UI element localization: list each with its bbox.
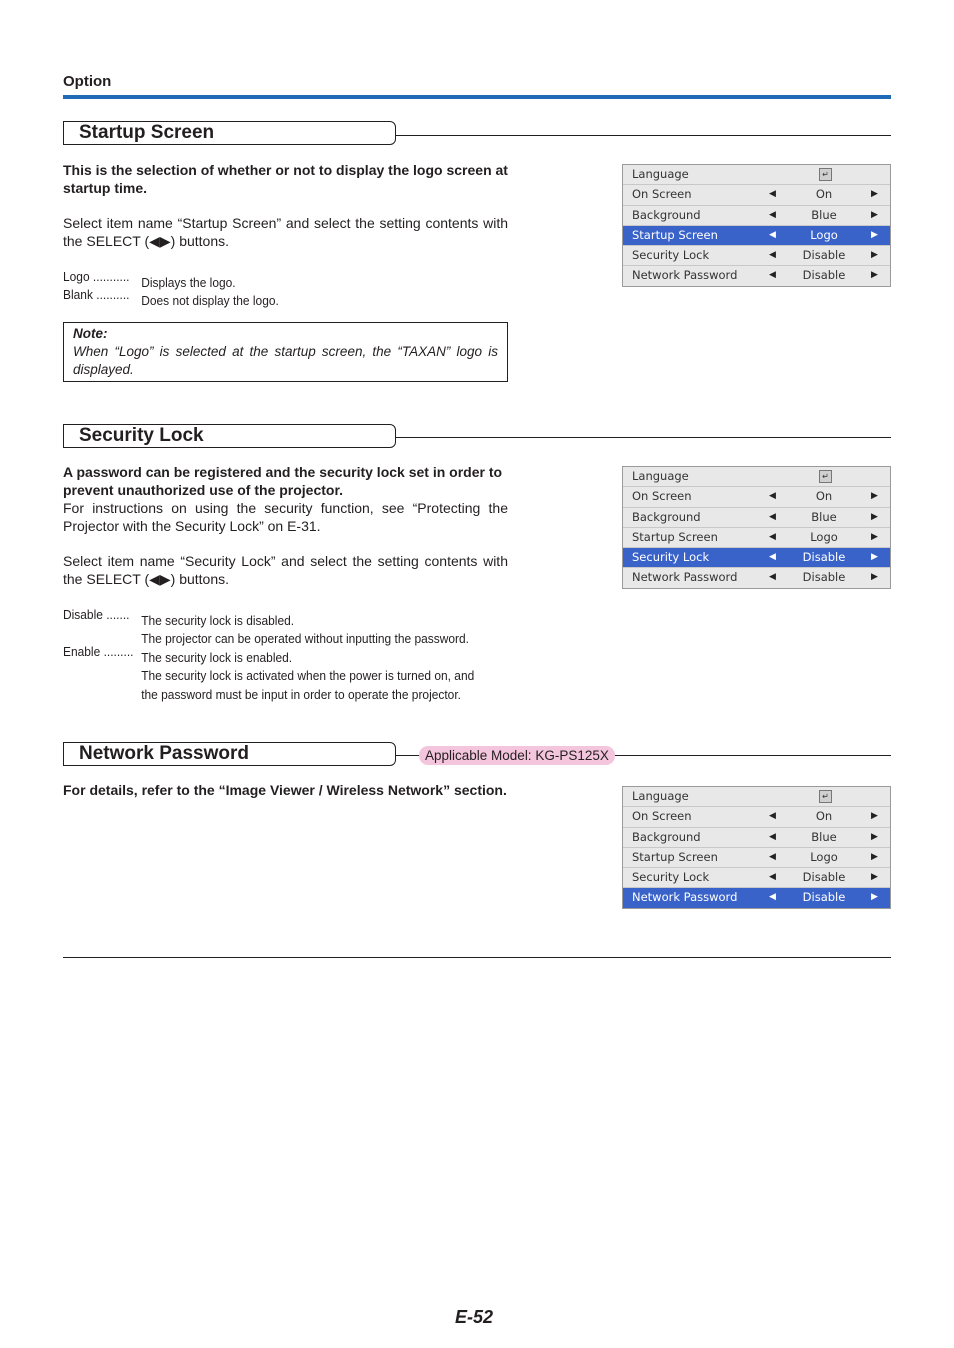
menu-row-startup-screen: [623, 528, 890, 548]
menu-label: Language: [632, 469, 689, 483]
left-arrow-icon: ◀: [769, 531, 776, 542]
security-heading-box: [63, 424, 396, 448]
menu-value: Disable: [802, 570, 846, 585]
menu-row-on-screen: [623, 807, 890, 827]
option-desc: The security lock is activated when the power is turned on, and: [141, 668, 475, 683]
menu-value: On: [815, 489, 833, 504]
left-arrow-icon: ◀: [769, 229, 776, 240]
network-heading-box: [63, 742, 396, 766]
applicable-model-badge: Applicable Model: KG-PS125X: [419, 746, 615, 765]
osd-menu-startup: [622, 164, 891, 287]
option-desc: The security lock is enabled.: [141, 649, 293, 665]
menu-row-background: [623, 828, 890, 848]
menu-label: Language: [632, 167, 689, 181]
menu-row-network-password: [623, 568, 890, 587]
menu-row-network-password: [623, 266, 890, 285]
osd-menu-network: [622, 786, 891, 909]
right-arrow-icon: ▶: [871, 572, 878, 583]
menu-row-security-lock: [623, 246, 890, 266]
menu-row-language: [623, 165, 890, 185]
menu-label: Background: [632, 207, 701, 222]
right-arrow-icon: ▶: [871, 892, 878, 903]
right-arrow-icon: ▶: [871, 831, 878, 842]
menu-label: Network Password: [632, 570, 738, 585]
right-arrow-icon: ▶: [871, 872, 878, 883]
startup-instruction: Select item name “Startup Screen” and select the setting contents with the SELECT (◀▶) buttons.: [63, 215, 508, 249]
option-desc: The security lock is disabled.: [141, 612, 295, 628]
menu-label: On Screen: [632, 489, 692, 504]
right-arrow-icon: ▶: [871, 811, 878, 822]
menu-label: Startup Screen: [632, 529, 718, 544]
menu-label: Language: [632, 789, 689, 803]
note-text: When “Logo” is selected at the startup screen, the “TAXAN” logo is displayed.: [73, 344, 498, 377]
menu-row-security-lock: [623, 548, 890, 568]
option-key: Disable .......: [63, 607, 130, 622]
left-arrow-icon: ◀: [769, 811, 776, 822]
footer-rule: [63, 957, 891, 958]
option-desc: Displays the logo.: [141, 274, 236, 290]
menu-value: Disable: [802, 550, 846, 565]
menu-row-startup-screen: [623, 226, 890, 246]
left-arrow-icon: ◀: [769, 831, 776, 842]
security-para: For instructions on using the security function, see “Protecting the Projector with the Security Lock” on E-31.: [63, 500, 508, 534]
menu-label: Security Lock: [632, 248, 710, 263]
right-arrow-icon: ▶: [871, 189, 878, 200]
left-arrow-icon: ◀: [769, 511, 776, 522]
menu-row-security-lock: [623, 868, 890, 888]
right-arrow-icon: ▶: [871, 229, 878, 240]
menu-row-network-password: [623, 888, 890, 907]
security-instruction: Select item name “Security Lock” and select the setting contents with the SELECT (◀▶) buttons.: [63, 553, 508, 587]
menu-value: Disable: [802, 268, 846, 283]
menu-value: On: [815, 187, 833, 202]
option-key: Logo ...........: [63, 269, 130, 284]
network-heading: Network Password: [79, 743, 249, 764]
left-arrow-icon: ◀: [769, 270, 776, 281]
security-heading: Security Lock: [79, 425, 204, 446]
menu-label: Background: [632, 829, 701, 844]
menu-value: Logo: [810, 227, 838, 242]
menu-label: Network Password: [632, 890, 738, 905]
option-key: Enable .........: [63, 644, 134, 659]
left-arrow-icon: ◀: [769, 189, 776, 200]
menu-value: Blue: [811, 509, 837, 524]
menu-value: Blue: [811, 829, 837, 844]
option-desc: Does not display the logo.: [141, 292, 279, 308]
menu-label: On Screen: [632, 187, 692, 202]
menu-value: Logo: [810, 529, 838, 544]
osd-menu-security: [622, 466, 891, 589]
menu-row-background: [623, 508, 890, 528]
right-arrow-icon: ▶: [871, 552, 878, 563]
option-desc: The projector can be operated without inputting the password.: [141, 631, 469, 646]
menu-label: Security Lock: [632, 550, 710, 565]
menu-value: Disable: [802, 890, 846, 905]
menu-value: Disable: [802, 248, 846, 263]
note-title: Note:: [73, 326, 108, 341]
right-arrow-icon: ▶: [871, 511, 878, 522]
menu-label: Startup Screen: [632, 227, 718, 242]
menu-row-background: [623, 206, 890, 226]
section-label: Option: [63, 73, 112, 90]
menu-row-on-screen: [623, 487, 890, 507]
menu-value: Blue: [811, 207, 837, 222]
menu-value: Disable: [802, 870, 846, 885]
security-lead: A password can be registered and the security lock set in order to prevent unauthorized use of the projector.: [63, 464, 503, 498]
right-arrow-icon: ▶: [871, 531, 878, 542]
menu-label: Background: [632, 509, 701, 524]
left-arrow-icon: ◀: [769, 552, 776, 563]
menu-value: Logo: [810, 849, 838, 864]
left-arrow-icon: ◀: [769, 491, 776, 502]
startup-heading-box: [63, 121, 396, 145]
menu-row-language: [623, 787, 890, 807]
menu-label: Network Password: [632, 268, 738, 283]
left-arrow-icon: ◀: [769, 250, 776, 261]
right-arrow-icon: ▶: [871, 851, 878, 862]
right-arrow-icon: ▶: [871, 270, 878, 281]
enter-icon: ↵: [819, 470, 832, 483]
enter-icon: ↵: [819, 790, 832, 803]
right-arrow-icon: ▶: [871, 250, 878, 261]
enter-icon: ↵: [819, 168, 832, 181]
left-arrow-icon: ◀: [769, 209, 776, 220]
right-arrow-icon: ▶: [871, 209, 878, 220]
startup-lead: This is the selection of whether or not to display the logo screen at startup time.: [63, 162, 508, 196]
note-box: [63, 322, 508, 382]
menu-label: On Screen: [632, 809, 692, 824]
startup-heading-line: [396, 135, 891, 136]
menu-row-language: [623, 467, 890, 487]
menu-row-startup-screen: [623, 848, 890, 868]
security-heading-line: [396, 437, 891, 438]
left-arrow-icon: ◀: [769, 572, 776, 583]
left-arrow-icon: ◀: [769, 892, 776, 903]
menu-label: Startup Screen: [632, 849, 718, 864]
security-option-enable: [63, 643, 474, 704]
left-arrow-icon: ◀: [769, 851, 776, 862]
right-arrow-icon: ▶: [871, 491, 878, 502]
menu-label: Security Lock: [632, 870, 710, 885]
option-key: Blank ..........: [63, 287, 130, 302]
page-number: E-52: [455, 1307, 494, 1327]
network-lead: For details, refer to the “Image Viewer / Wireless Network” section.: [63, 782, 507, 798]
menu-row-on-screen: [623, 185, 890, 205]
startup-option-blank: [63, 286, 279, 310]
option-desc: the password must be input in order to operate the projector.: [141, 686, 461, 702]
startup-heading: Startup Screen: [79, 122, 215, 143]
menu-value: On: [815, 809, 833, 824]
header-rule: [63, 95, 891, 99]
left-arrow-icon: ◀: [769, 872, 776, 883]
